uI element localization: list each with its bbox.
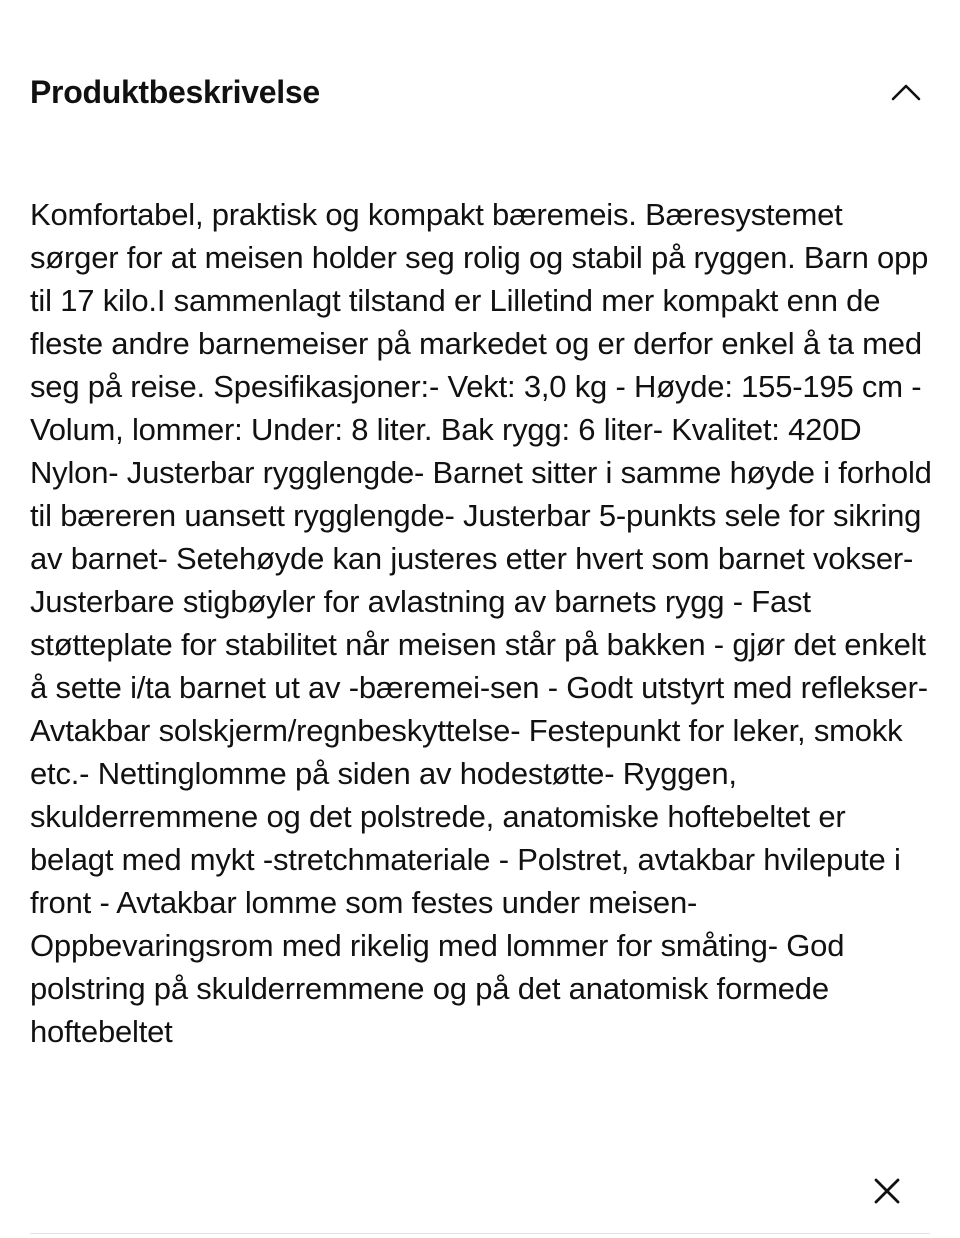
close-icon[interactable] xyxy=(864,1168,910,1214)
chevron-up-icon[interactable] xyxy=(886,72,926,112)
product-description-text: Komfortabel, praktisk og kompakt bæremeis. Bæresystemet sørger for at meisen holder seg rolig og stabil på ryggen. Barn opp til 17 kilo.I sammenlagt tilstand er Lilletind mer kompakt enn de fleste andre barnemeiser på markedet og er derfor enkel å ta med seg på reise. Spesifikasjoner:- Vekt: 3,0 kg - Høyde: 155-195 cm - Volum, lommer: Under: 8 liter. Bak rygg: 6 liter- Kvalitet: 420D Nylon- Justerbar rygglengde- Barnet sitter i samme høyde i forhold til bæreren uansett rygglengde- Justerbar 5-punkts sele for sikring av barnet- Setehøyde kan justeres etter hvert som barnet vokser- Justerbare stigbøyler for avlastning av barnets rygg - Fast støtteplate for stabilitet når meisen står på bakken - gjør det enkelt å sette i/ta barnet ut av -bæremei-sen - Godt utstyrt med reflekser- Avtakbar solskjerm/regnbeskyttelse- Festepunkt for leker, smokk etc.- Nettinglomme på siden av hodestøtte- Ryggen, skulderremmene og det polstrede, anatomiske hoftebeltet er belagt med mykt -stretchmateriale - Polstret, avtakbar hvilepute i front - Avtakbar lomme som festes under meisen- Oppbevaringsrom med rikelig med lommer for småting- God polstring på skulderremmene og på det anatomisk formede hoftebeltet xyxy=(30,197,932,1049)
section-divider xyxy=(30,1233,930,1234)
section-title: Produktbeskrivelse xyxy=(30,73,320,110)
accordion-header[interactable] xyxy=(30,66,930,118)
